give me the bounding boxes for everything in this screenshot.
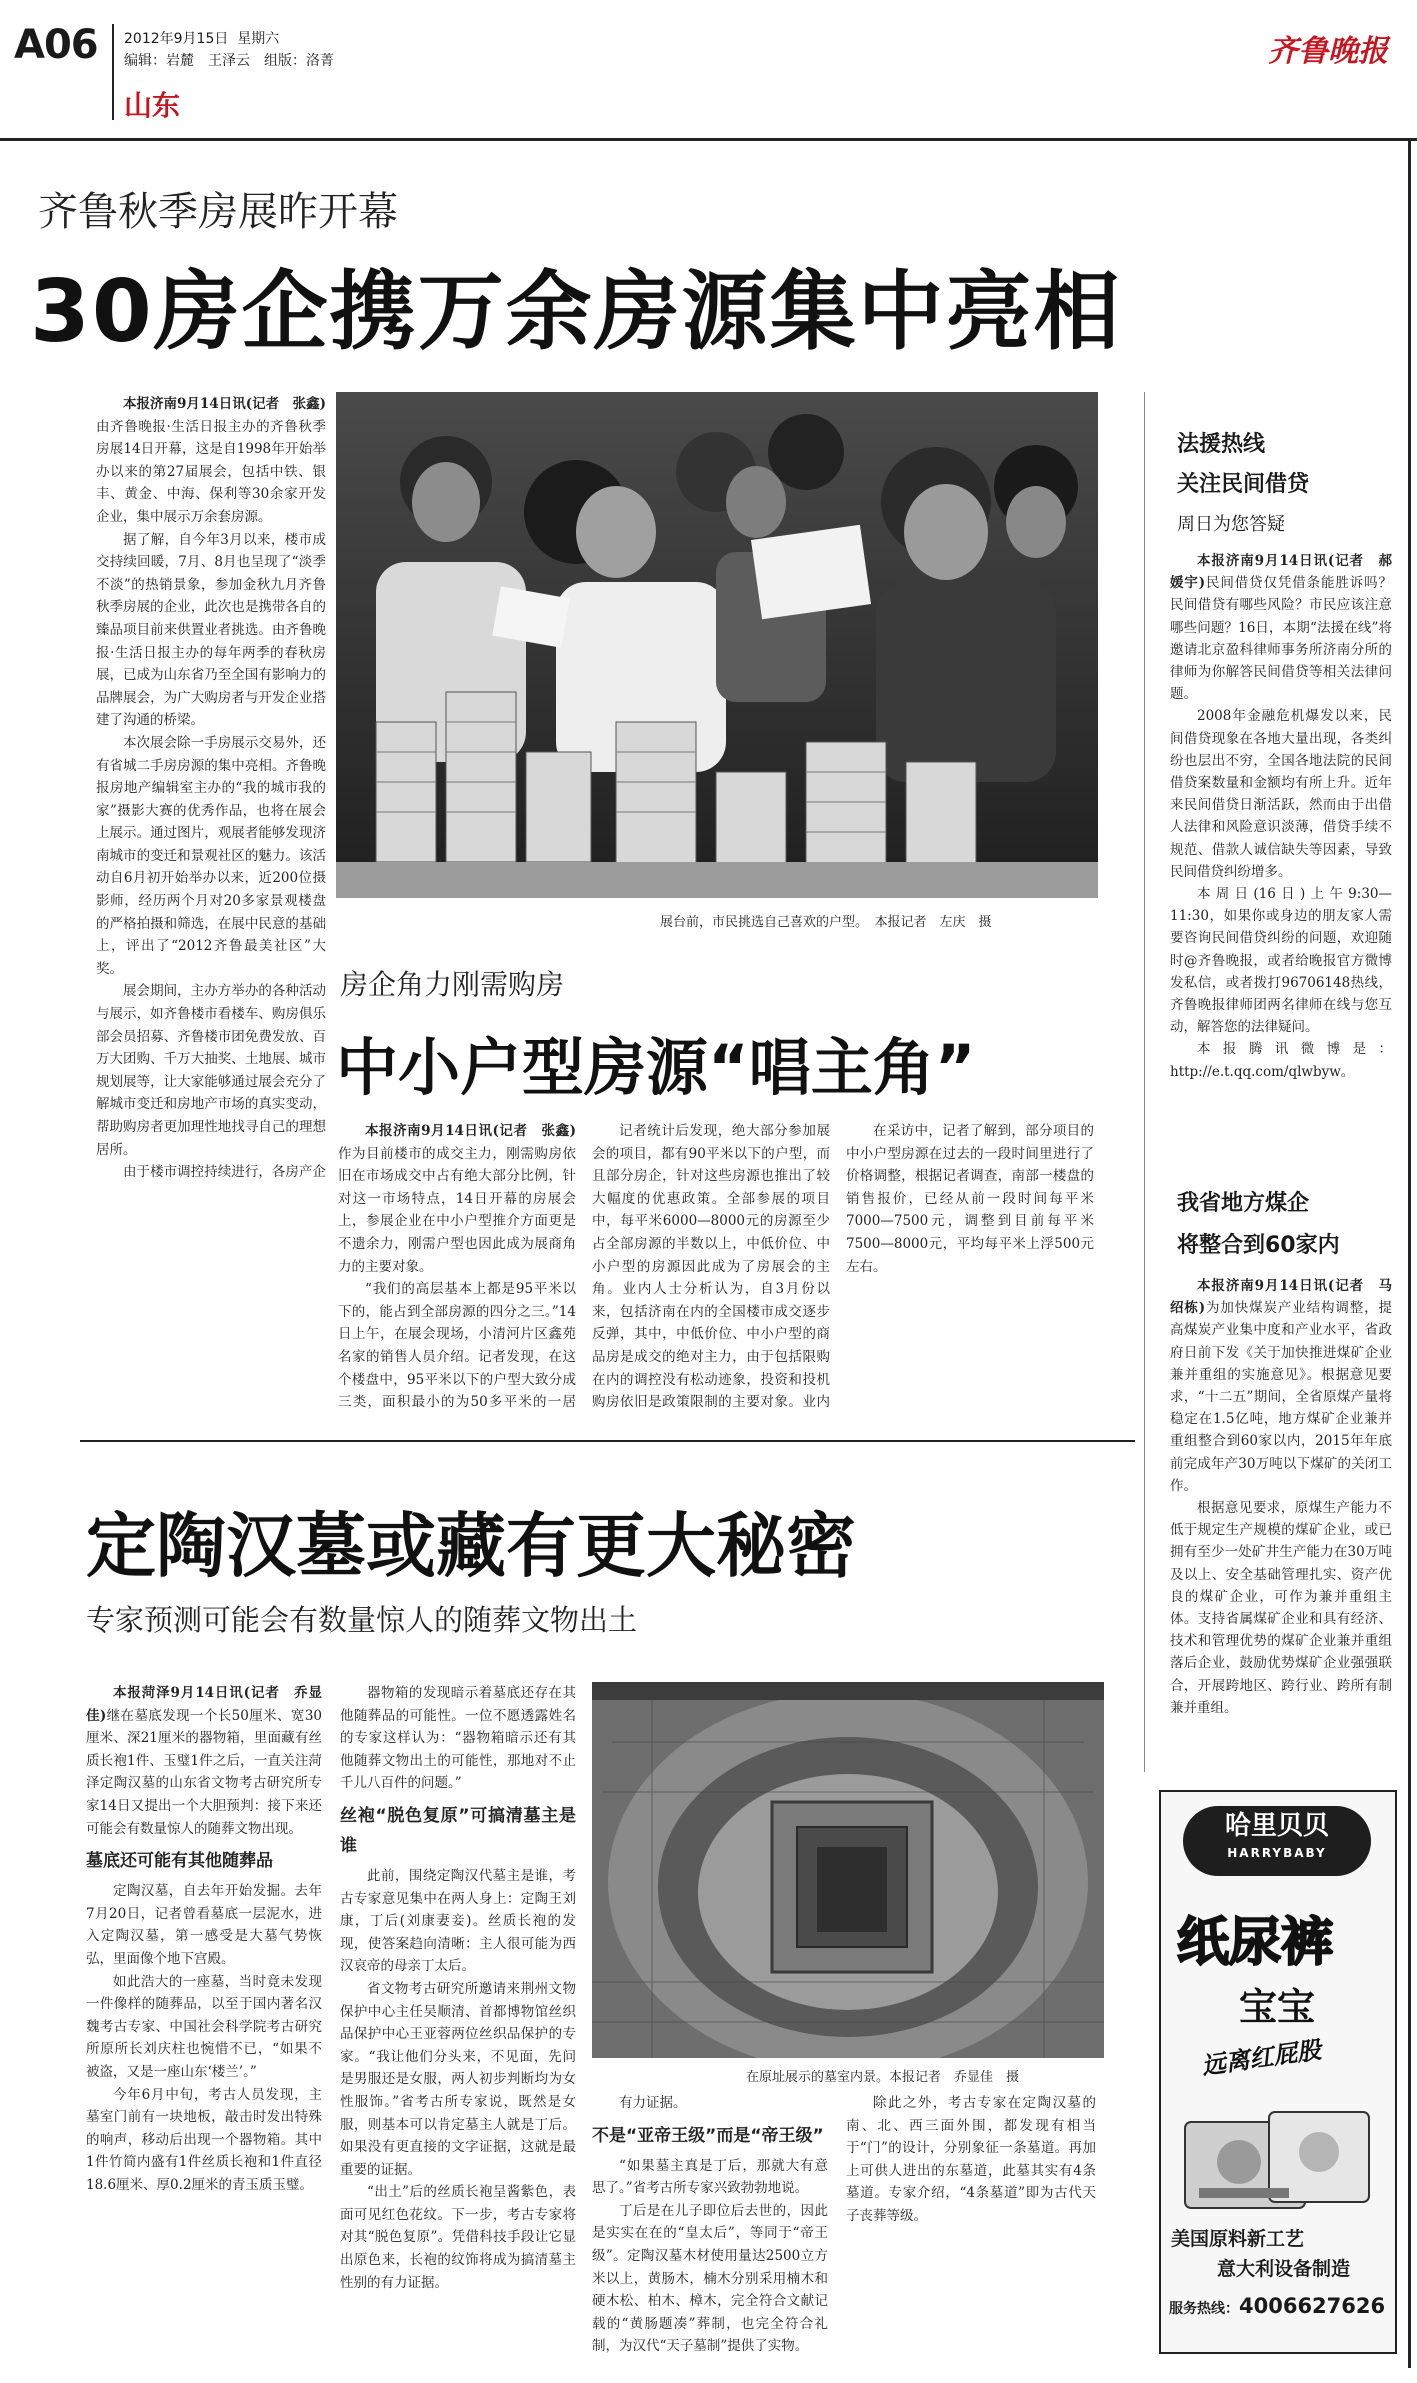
story1-paragraph-5: 由于楼市调控持续进行，各房产企	[123, 1164, 326, 1181]
story3-lead-paragraph	[86, 1682, 322, 1840]
story3-paragraph-9: 丁后是在儿子即位后去世的，因此是实实在在的“皇太后”，等同于“帝王级”。定陶汉墓木材使用量达2500立方米以上，黄肠木，楠木分别采用楠木和硬木松、柏木、樟木，完全符合文献记载的“黄肠题凑”葬制，也完全符合礼制，为汉代“天子墓制”提供了实物。	[592, 2202, 828, 2355]
tomb-chamber-photo-image	[592, 1682, 1104, 2058]
page-number: A06	[14, 22, 98, 68]
ad-package-image	[1179, 2092, 1375, 2212]
sidebar1-title-1: 法援热线	[1177, 432, 1266, 457]
story2-paragraph-3: 记者统计后发现，绝大部分参加展会的项目，都有90平米以下的户型，而且部分房企，针对这些房源也推出了较大幅度的优惠政策。全部参展的项目中，每平米6000—8000元的房源至少占全部房源的半数以上，中低价位、中小户型的房源因此成为了房展会的主角。业内人士分析认为，自3月份以来，包括济南在内的全国楼市成交逐步反弹，其中，中低价位、中小户型的商品房是成交的绝对主力，由于包括限购在内的调控没有松动迹象，投资和投机购房依旧是政策限制的主要对象。业内	[592, 1123, 830, 1411]
sidebar1-title-2: 关注民间借贷	[1177, 472, 1310, 497]
story1-paragraph-4: 展会期间，主办方举办的各种活动与展示，如齐鲁楼市看楼车、购房俱乐部会员招募、齐鲁楼市团免费发放、百万大团购、千万大抽奖、土地展、城市规划展等，让大家能够通过展会充分了解城市变迁和房地产市场的真实变动，帮助购房者更加理性地找寻自己的理想居所。	[96, 983, 326, 1158]
sidebar2-lead-paragraph	[1170, 1275, 1392, 1497]
tomb-chamber-photo	[592, 1682, 1104, 2058]
story3-col-1	[86, 1682, 322, 2372]
story3-paragraph-6: 省文物考古研究所邀请来荆州文物保护中心主任吴顺清、首都博物馆丝织品保护中心王亚蓉两位丝织品保护的专家。“我让他们分头来，不见面，先问是男服还是女服，两人初步判断均为女性服饰。”省考古所专家说，既然是女服，则基本可以肯定墓主人就是丁后。如果没有更直接的文字证据，这就是最重要的证据。	[340, 1980, 576, 2178]
tomb-chamber-photo-caption: 在原址展示的墓室内景。本报记者 乔显佳 摄	[746, 2070, 1020, 2085]
story2-col-3	[846, 1120, 1094, 1415]
story1-kicker: 齐鲁秋季房展昨开幕	[38, 189, 398, 235]
editor-line: 编辑：岩麓 王泽云 组版：洛菁	[124, 53, 334, 69]
sidebar2-title-2: 将整合到60家内	[1177, 1233, 1340, 1258]
date-text: 2012年9月15日	[124, 31, 229, 47]
story3-paragraph-10: 除此之外，考古专家在定陶汉墓的南、北、西三面外围，都发现有相当于“门”的设计，分别象征一条墓道。再加上可供人进出的东墓道，此墓其实有4条墓道。专家介绍，“4条墓道”即为古代天子丧葬等级。	[846, 2095, 1096, 2224]
story2-kicker: 房企角力刚需购房	[340, 968, 565, 1001]
story1-body	[96, 393, 326, 1183]
weekday-text: 星期六	[237, 31, 280, 47]
story3-deck: 专家预测可能会有数量惊人的随葬文物出土	[86, 1603, 638, 1637]
story3-subhead-1: 墓底还可能有其他随葬品	[86, 1851, 273, 1872]
story2-paragraph-1: 作为目前楼市的成交主力，刚需购房依旧在市场成交中占有绝大部分比例，针对这一市场特点，14日开幕的房展会上，参展企业在中小户型推介方面更是不遗余力，刚需户型也因此成为展商角力的主要对象。	[338, 1145, 576, 1275]
sidebar2-paragraph-1: 为加快煤炭产业结构调整，提高煤炭产业集中度和产业水平，省政府日前下发《关于加快推进煤矿企业兼并重组的实施意见》。根据意见要求，“十二五”期间，全省原煤产量将稳定在1.5亿吨，地方煤矿企业兼并重组整合到60家以内，2015年年底前完成年产30万吨以下煤矿的关闭工作。	[1170, 1300, 1392, 1494]
ad-hotline-label: 服务热线：	[1169, 2301, 1239, 2317]
issue-date	[124, 28, 279, 48]
ad-sub: 宝宝	[1239, 1985, 1316, 2029]
story3-paragraph-8-lead: 有力证据。	[619, 2095, 687, 2111]
section-name: 山东	[124, 89, 181, 122]
story2-paragraph-2a: “我们的高层基本上都是95平米以下的，能占到全部房源的四分之三。”14日上午，在展会现场，小清河片区鑫苑名家的销售人员介绍。记者发现，在这个楼盘中，95平米以下的户型大致分成三类，面积最小的为50多平米的一居	[338, 1281, 576, 1411]
ad-tagline-1: 美国原料新工艺	[1171, 2228, 1305, 2250]
header-vertical-divider	[112, 24, 114, 120]
sidebar1-paragraph-3: 本周日(16日)上午9:30—11:30，如果你或身边的朋友家人需要咨询民间借贷纠纷的问题，欢迎随时@齐鲁晚报，或者给晚报官方微博发私信，或者拨打96706148热线，齐鲁晚报律师团两名律师在线与您互动，解答您的法律疑问。	[1170, 886, 1392, 1036]
diaper-ad[interactable]	[1159, 1790, 1397, 2354]
sidebar1-lead-paragraph	[1170, 550, 1392, 705]
story3-col-3	[592, 2092, 828, 2372]
ad-hotline-number[interactable]: 4006627626	[1239, 2294, 1386, 2318]
sidebar1-body	[1170, 550, 1392, 1170]
house-fair-photo	[336, 392, 1098, 898]
sidebar2-paragraph-2: 根据意见要求，原煤生产能力不低于规定生产规模的煤矿企业，或已拥有至少一处矿井生产能力在30万吨及以上、安全基础管理扎实、资产优良的煤矿企业，可作为兼并重组主体。支持省属煤矿企业和具有经济、技术和管理优势的煤矿企业兼并重组落后企业，鼓励优势煤矿企业强强联合，开展跨地区、跨行业、跨所有制兼并重组。	[1170, 1500, 1392, 1716]
story1-paragraph-3: 本次展会除一手房展示交易外，还有省城二手房房源的集中亮相。齐鲁晚报房地产编辑室主办的“我的城市我的家”摄影大赛的优秀作品，也将在展会上展示。通过图片，观展者能够发现济南城市的变迁和景观社区的魅力。该活动自6月初开始举办以来，近200位摄影师，经历两个月对20多家景观楼盘的严格拍摄和筛选，在展中民意的基础上，评出了“2012齐鲁最美社区”大奖。	[96, 734, 326, 977]
story2-byline: 本报济南9月14日讯(记者 张鑫)	[365, 1123, 576, 1139]
story3-paragraph-1: 定陶汉墓，自去年开始发掘。去年7月20日，记者曾看墓底一层泥水，进入定陶汉墓，第一感受是大墓气势恢弘，里面像个地下宫殿。	[86, 1883, 322, 1967]
ad-product: 纸尿裤	[1177, 1913, 1334, 1973]
story1-byline: 本报济南9月14日讯(记者 张鑫)	[123, 396, 326, 412]
right-edge-rule	[1408, 138, 1411, 2368]
story3-headline: 定陶汉墓或藏有更大秘密	[86, 1505, 856, 1587]
story2-paragraph-4: 在采访中，记者了解到，部分项目的中小户型房源在过去的一段时间里进行了价格调整，根据记者调查，南部一楼盘的销售报价，已经从前一段时间每平米7000—7500元，调整到目前每平米7500—8000元，平均每平米上浮500元左右。	[846, 1123, 1094, 1275]
story3-subhead-3: 不是“亚帝王级”而是“帝王级”	[592, 2125, 824, 2146]
sidebar1-paragraph-4: 本报腾讯微博是：http://e.t.qq.com/qlwbyw。	[1170, 1041, 1392, 1080]
story2-headline: 中小户型房源“唱主角”	[336, 1031, 976, 1104]
ad-brand-logo	[1183, 1806, 1371, 1876]
sidebar1-subtitle: 周日为您答疑	[1177, 514, 1285, 535]
masthead-logo: 齐鲁晚报	[1268, 34, 1388, 69]
story-divider	[80, 1440, 1135, 1442]
story1-headline: 30房企携万余房源集中亮相	[30, 262, 1122, 362]
story2-lead-paragraph	[338, 1120, 576, 1278]
ad-brand-en: HARRYBABY	[1227, 1846, 1327, 1860]
story3-col-2	[340, 1682, 576, 2372]
header-rule	[0, 138, 1417, 141]
sidebar2-title-1: 我省地方煤企	[1177, 1191, 1310, 1216]
story1-lead-paragraph	[96, 393, 326, 529]
diaper-package-icon	[1179, 2092, 1375, 2212]
sidebar-left-rule	[1144, 392, 1145, 1772]
house-fair-photo-caption: 展台前，市民挑选自己喜欢的户型。 本报记者 左庆 摄	[660, 915, 992, 930]
story3-paragraph-3: 今年6月中旬，考古人员发现，主墓室门前有一块地板，敲击时发出特殊的响声，移动后出现一个器物箱。其中1件竹简内盛有1件丝质长袍和1件直径18.6厘米、厚0.2厘米的青玉质玉璧。	[86, 2086, 322, 2193]
sidebar2-body	[1170, 1275, 1392, 1770]
ad-tagline-2: 意大利设备制造	[1217, 2258, 1351, 2280]
sidebar1-byline: 本报济南9月14日讯(记者 郝媛宇)	[1170, 553, 1392, 592]
story1-paragraph-2: 据了解，自今年3月以来，楼市成交持续回暖，7月、8月也呈现了“淡季不淡”的热销景象，参加金秋九月齐鲁秋季房展的企业，此次也是携带各自的臻品项目前来供置业者挑选。由齐鲁晚报·生活日报主办的每年两季的春秋房展，已成为山东省乃至全国有影响力的品牌展会，为广大购房者与开发企业搭建了沟通的桥梁。	[96, 531, 326, 729]
sidebar1-paragraph-2: 2008年金融危机爆发以来，民间借贷现象在各地大量出现，各类纠纷也层出不穷，全国各地法院的民间借贷案数量和金额均有所上升。近年来民间借贷日渐活跃，然而由于出借人法律和风险意识淡薄，借贷手续不规范、借款人诚信缺失等因素，导致民间借贷纠纷增多。	[1170, 708, 1392, 880]
story3-paragraph-7: “出土”后的丝质长袍呈酱紫色，表面可见红色花纹。下一步，考古专家将对其“脱色复原”。凭借科技手段让它显出原色来，长袍的纹饰将成为搞清墓主性别的有力证据。	[340, 2184, 576, 2291]
sidebar2-byline: 本报济南9月14日讯(记者 马绍栋)	[1170, 1278, 1392, 1317]
story3-paragraph-5: 此前，围绕定陶汉代墓主是谁，考古专家意见集中在两人身上：定陶王刘康，丁后(刘康妻妾)。丝质长袍的发现，使答案趋向清晰：主人很可能为西汉哀帝的母亲丁太后。	[340, 1867, 576, 1975]
ad-slogan: 远离红屁股	[1199, 2035, 1323, 2081]
story3-col-4	[846, 2092, 1096, 2372]
sidebar1-paragraph-1: 民间借贷仅凭借条能胜诉吗？民间借贷有哪些风险？市民应该注意哪些问题？16日，本期“法援在线”将邀请北京盈科律师事务所济南分所的律师为你解答民间借贷等相关法律问题。	[1170, 575, 1392, 703]
story2-col-1	[338, 1120, 576, 1415]
house-fair-photo-image	[336, 392, 1098, 898]
story3-paragraph-8: “如果墓主真是丁后，那就大有意思了。”省考古所专家兴致勃勃地说。	[592, 2157, 828, 2197]
ad-brand-cn: 哈里贝贝	[1224, 1811, 1329, 1841]
story3-byline: 本报菏泽9月14日讯(记者 乔显佳)	[86, 1685, 322, 1724]
story3-paragraph-2: 如此浩大的一座墓，当时竟未发现一件像样的随葬品，以至于国内著名汉魏考古专家、中国社会科学院考古研究所原所长刘庆柱也惋惜不已，“如果不被盗，又是一座山东‘楼兰’。”	[86, 1973, 322, 2080]
ad-hotline[interactable]	[1169, 2294, 1385, 2318]
story3-paragraph-4: 器物箱的发现暗示着墓底还存在其他随葬品的可能性。一位不愿透露姓名的专家这样认为：“器物箱暗示还有其他随葬文物出土的可能性，那地对不止千儿八百件的问题。”	[340, 1685, 576, 1792]
story3-lead-text: 继在墓底发现一个长50厘米、宽30厘米、深21厘米的器物箱，里面藏有丝质长袍1件、玉璧1件之后，一直关注菏泽定陶汉墓的山东省文物考古研究所专家14日又提出一个大胆预判：接下来还可能会有数量惊人的随葬文物出现。	[86, 1707, 322, 1837]
story3-subhead-2: 丝袍“脱色复原”可搞清墓主是谁	[340, 1805, 576, 1856]
story1-paragraph-1: 由齐鲁晚报·生活日报主办的齐鲁秋季房展14日开幕，这是自1998年开始举办以来的第27届展会，包括中铁、银丰、黄金、中海、保利等30余家开发企业，集中展示万余套房源。	[96, 418, 326, 525]
story2-col-2	[592, 1120, 830, 1415]
